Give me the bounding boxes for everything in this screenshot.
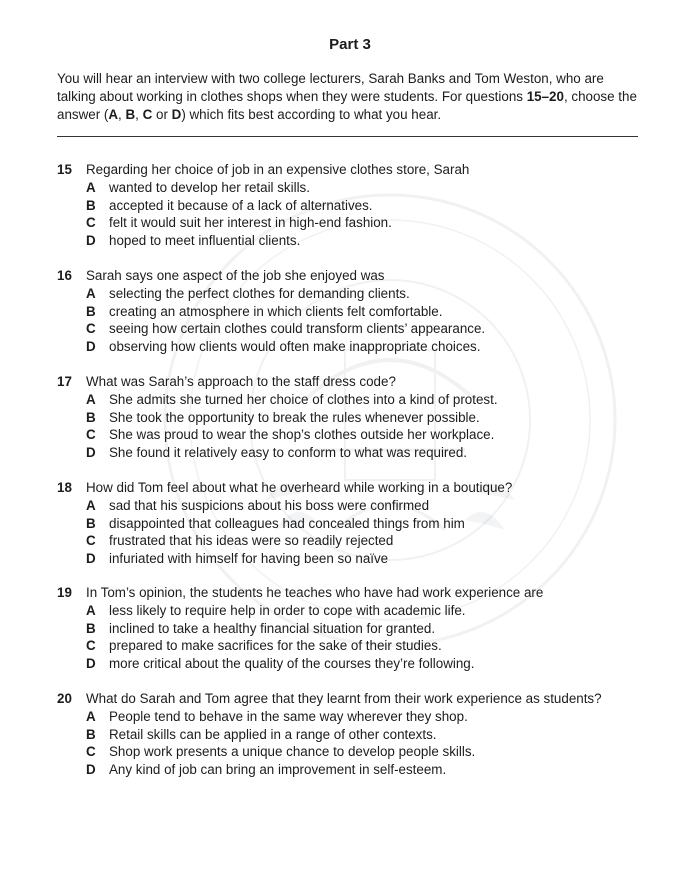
question-number: 17 xyxy=(57,374,72,389)
option-text: disappointed that colleagues had concealed things from him xyxy=(109,515,465,531)
option-letter: D xyxy=(86,550,96,566)
option-text: wanted to develop her retail skills. xyxy=(109,180,310,195)
option-letter: A xyxy=(86,603,96,618)
question-stem: Regarding her choice of job in an expensive clothes store, Sarah xyxy=(86,162,470,177)
option-text: more critical about the quality of the courses they’re following. xyxy=(109,655,475,671)
page-title: Part 3 xyxy=(329,36,371,53)
option-letter: D xyxy=(86,338,96,354)
option-a[interactable] xyxy=(57,497,657,515)
question-17 xyxy=(57,373,657,461)
instructions-letter-d: D xyxy=(171,107,182,122)
option-b[interactable] xyxy=(57,303,657,321)
instructions-range: 15–20 xyxy=(526,89,564,104)
question-stem: What do Sarah and Tom agree that they learnt from their work experience as students? xyxy=(86,691,602,706)
option-text: sad that his suspicions about his boss were confirmed xyxy=(109,498,430,513)
option-b[interactable] xyxy=(57,620,657,638)
option-c[interactable] xyxy=(57,426,657,444)
option-b[interactable] xyxy=(57,726,657,744)
instructions-or: or xyxy=(152,107,172,122)
option-b[interactable] xyxy=(57,197,657,215)
option-d[interactable] xyxy=(57,232,657,250)
question-19 xyxy=(57,584,657,672)
option-text: seeing how certain clothes could transform clients’ appearance. xyxy=(109,321,486,336)
option-b[interactable] xyxy=(57,515,657,533)
option-b[interactable] xyxy=(57,409,657,427)
option-text: frustrated that his ideas were so readily rejected xyxy=(109,533,394,548)
option-text: She admits she turned her choice of clothes into a kind of protest. xyxy=(109,392,498,407)
question-16 xyxy=(57,267,657,355)
option-text: Any kind of job can bring an improvement in self-esteem. xyxy=(109,761,447,777)
option-letter: B xyxy=(86,197,96,213)
question-number: 20 xyxy=(57,691,72,706)
instructions-letter-c: C xyxy=(142,107,153,122)
option-a[interactable] xyxy=(57,708,657,726)
option-d[interactable] xyxy=(57,550,657,568)
option-a[interactable] xyxy=(57,285,657,303)
option-letter: C xyxy=(86,638,96,653)
instructions-pre: You will hear an interview with two college lecturers, Sarah Banks and Tom Weston, who are talking about working in clothes shops when they were students. For questions xyxy=(57,71,604,104)
option-text: People tend to behave in the same way wherever they shop. xyxy=(109,709,468,724)
option-d[interactable] xyxy=(57,338,657,356)
question-stem: Sarah says one aspect of the job she enjoyed was xyxy=(86,268,385,283)
option-c[interactable] xyxy=(57,637,657,655)
option-c[interactable] xyxy=(57,743,657,761)
option-letter: C xyxy=(86,427,96,442)
option-letter: B xyxy=(86,620,96,636)
option-letter: D xyxy=(86,444,96,460)
option-text: less likely to require help in order to cope with academic life. xyxy=(109,603,466,618)
option-letter: B xyxy=(86,726,96,742)
option-letter: A xyxy=(86,392,96,407)
option-c[interactable] xyxy=(57,320,657,338)
option-text: selecting the perfect clothes for demanding clients. xyxy=(109,286,410,301)
option-c[interactable] xyxy=(57,532,657,550)
option-d[interactable] xyxy=(57,444,657,462)
option-letter: A xyxy=(86,286,96,301)
option-a[interactable] xyxy=(57,391,657,409)
option-letter: B xyxy=(86,515,96,531)
option-letter: B xyxy=(86,303,96,319)
question-number: 18 xyxy=(57,480,72,495)
option-text: hoped to meet influential clients. xyxy=(109,232,301,248)
option-letter: D xyxy=(86,232,96,248)
option-text: creating an atmosphere in which clients felt comfortable. xyxy=(109,303,443,319)
option-letter: B xyxy=(86,409,96,425)
question-18 xyxy=(57,479,657,567)
option-text: accepted it because of a lack of alternatives. xyxy=(109,197,373,213)
option-letter: C xyxy=(86,533,96,548)
option-a[interactable] xyxy=(57,602,657,620)
question-stem: In Tom’s opinion, the students he teaches who have had work experience are xyxy=(86,585,544,600)
option-text: infuriated with himself for having been so naïve xyxy=(109,550,389,566)
question-20 xyxy=(57,690,657,778)
option-letter: A xyxy=(86,498,96,513)
instructions-letter-b: B xyxy=(125,107,136,122)
option-text: felt it would suit her interest in high-end fashion. xyxy=(109,215,392,230)
question-number: 19 xyxy=(57,585,72,600)
option-letter: A xyxy=(86,180,96,195)
option-text: Retail skills can be applied in a range of other contexts. xyxy=(109,726,437,742)
option-text: She found it relatively easy to conform to what was required. xyxy=(109,444,468,460)
option-a[interactable] xyxy=(57,179,657,197)
option-text: observing how clients would often make inappropriate choices. xyxy=(109,338,481,354)
option-letter: C xyxy=(86,744,96,759)
option-c[interactable] xyxy=(57,214,657,232)
option-text: prepared to make sacrifices for the sake of their studies. xyxy=(109,638,442,653)
option-text: She took the opportunity to break the rules whenever possible. xyxy=(109,409,480,425)
instructions-letter-a: A xyxy=(108,107,119,122)
question-stem: What was Sarah’s approach to the staff dress code? xyxy=(86,374,396,389)
question-number: 15 xyxy=(57,162,72,177)
question-stem: How did Tom feel about what he overheard while working in a boutique? xyxy=(86,480,513,495)
instructions-post: ) which fits best according to what you hear. xyxy=(181,107,442,122)
question-15 xyxy=(57,161,657,249)
option-text: inclined to take a healthy financial situation for granted. xyxy=(109,620,436,636)
option-d[interactable] xyxy=(57,655,657,673)
instructions-sep2: , xyxy=(135,107,143,122)
divider xyxy=(57,136,638,137)
instructions-mid: , choose the answer ( xyxy=(57,89,637,122)
instructions-sep1: , xyxy=(118,107,126,122)
option-letter: D xyxy=(86,655,96,671)
option-text: Shop work presents a unique chance to develop people skills. xyxy=(109,744,476,759)
question-number: 16 xyxy=(57,268,72,283)
option-d[interactable] xyxy=(57,761,657,779)
option-letter: C xyxy=(86,215,96,230)
instructions xyxy=(57,70,641,124)
option-letter: A xyxy=(86,709,96,724)
option-text: She was proud to wear the shop’s clothes outside her workplace. xyxy=(109,427,495,442)
option-letter: C xyxy=(86,321,96,336)
option-letter: D xyxy=(86,761,96,777)
